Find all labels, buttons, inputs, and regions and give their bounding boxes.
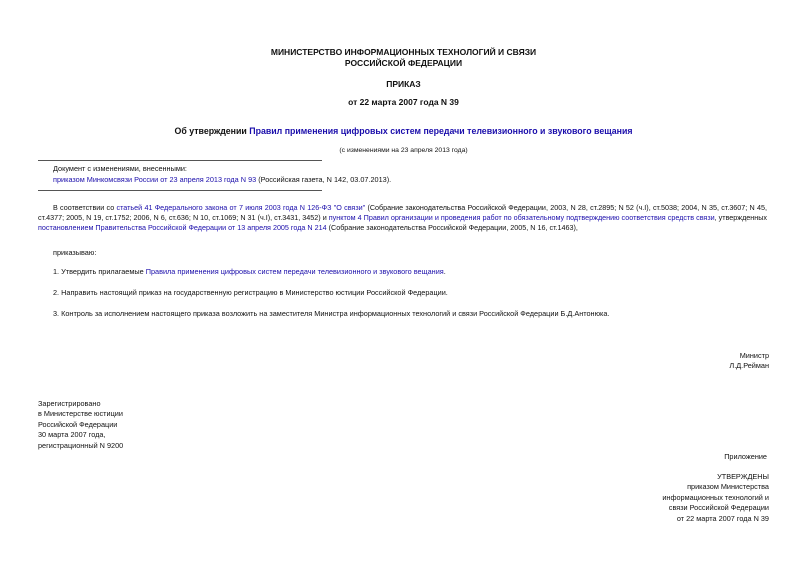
ministry-title-line2: РОССИЙСКОЙ ФЕДЕРАЦИИ xyxy=(344,58,463,68)
registration-line-4: 30 марта 2007 года, xyxy=(38,430,106,439)
preamble-text-1: В соответствии со xyxy=(53,203,117,212)
preamble-text-4: (Собрание законодательства Российской Федерации, 2005, N 16, ст.1463), xyxy=(326,223,578,233)
document-title-link[interactable]: Правил применения цифровых систем передачи телевизионного и звукового вещания xyxy=(249,126,633,136)
preamble-paragraph xyxy=(38,203,767,234)
registration-line-1: Зарегистрировано xyxy=(38,399,101,408)
preamble-text-2: (Собрание законодательства Российской Федерации, 2003, N 28, ст.2895; N 52 (ч.I), ст.5038; 2004, N 35, ст.3607; N 45, ст.4377; 2005, N 19, ст.1752; 2006, N 6, ст.636; N 10, ст.1069; N 31 (ч.I), ст.3431, 3452) и xyxy=(38,203,768,223)
document-type: ПРИКАЗ xyxy=(386,79,421,89)
order-item-1 xyxy=(53,267,446,277)
order-word: приказываю: xyxy=(53,248,97,257)
appendix-line-4: от 22 марта 2007 года N 39 xyxy=(676,514,769,523)
appendix-line-2: информационных технологий и xyxy=(662,493,769,502)
rules-approval-link[interactable]: Правила применения цифровых систем передачи телевизионного и звукового вещания xyxy=(145,267,444,276)
changes-item xyxy=(53,175,391,185)
appendix-approved: УТВЕРЖДЕНЫ xyxy=(717,472,769,481)
rules-link[interactable]: пунктом 4 Правил организации и проведения работ по обязательному подтверждению соответствия средств связи xyxy=(328,213,715,223)
document-date: от 22 марта 2007 года N 39 xyxy=(348,97,459,107)
registration-line-5: регистрационный N 9200 xyxy=(38,441,124,450)
resolution-link[interactable]: постановлением Правительства Российской Федерации от 13 апреля 2005 года N 214 xyxy=(38,223,327,233)
changes-bottom-divider xyxy=(38,190,322,191)
order-item-1-suffix: . xyxy=(443,267,446,276)
registration-line-3: Российской Федерации xyxy=(38,420,118,429)
document-title-prefix: Об утверждении xyxy=(174,126,250,136)
signature-position: Министр xyxy=(739,351,769,360)
appendix-line-1: приказом Министерства xyxy=(687,482,769,491)
order-item-1-prefix: 1. Утвердить прилагаемые xyxy=(53,267,146,276)
appendix-label: Приложение xyxy=(724,452,767,461)
appendix-line-3: связи Российской Федерации xyxy=(668,503,769,512)
law-link[interactable]: статьей 41 Федерального закона от 7 июля 2003 года N 126-ФЗ "О связи" xyxy=(116,203,366,212)
changes-source: (Российская газета, N 142, 03.07.2013). xyxy=(256,175,392,184)
order-item-3: 3. Контроль за исполнением настоящего приказа возложить на заместителя Министра информационных технологий и связи Российской Федерации Б.Д.Антонюка. xyxy=(53,309,610,318)
changes-heading: Документ с изменениями, внесенными: xyxy=(53,164,187,173)
registration-line-2: в Министерстве юстиции xyxy=(38,409,123,418)
order-item-2: 2. Направить настоящий приказ на государственную регистрацию в Министерство юстиции Российской Федерации. xyxy=(53,288,448,297)
changes-top-divider xyxy=(38,160,322,161)
preamble-text-3: , утвержденных xyxy=(714,213,767,223)
document-title xyxy=(0,126,807,137)
changes-link[interactable]: приказом Минкомсвязи России от 23 апреля 2013 года N 93 xyxy=(53,175,257,184)
amendment-note: (с изменениями на 23 апреля 2013 года) xyxy=(339,147,468,154)
signature-name: Л.Д.Рейман xyxy=(729,361,769,370)
ministry-title-line1: МИНИСТЕРСТВО ИНФОРМАЦИОННЫХ ТЕХНОЛОГИЙ И СВЯЗИ xyxy=(270,47,537,57)
